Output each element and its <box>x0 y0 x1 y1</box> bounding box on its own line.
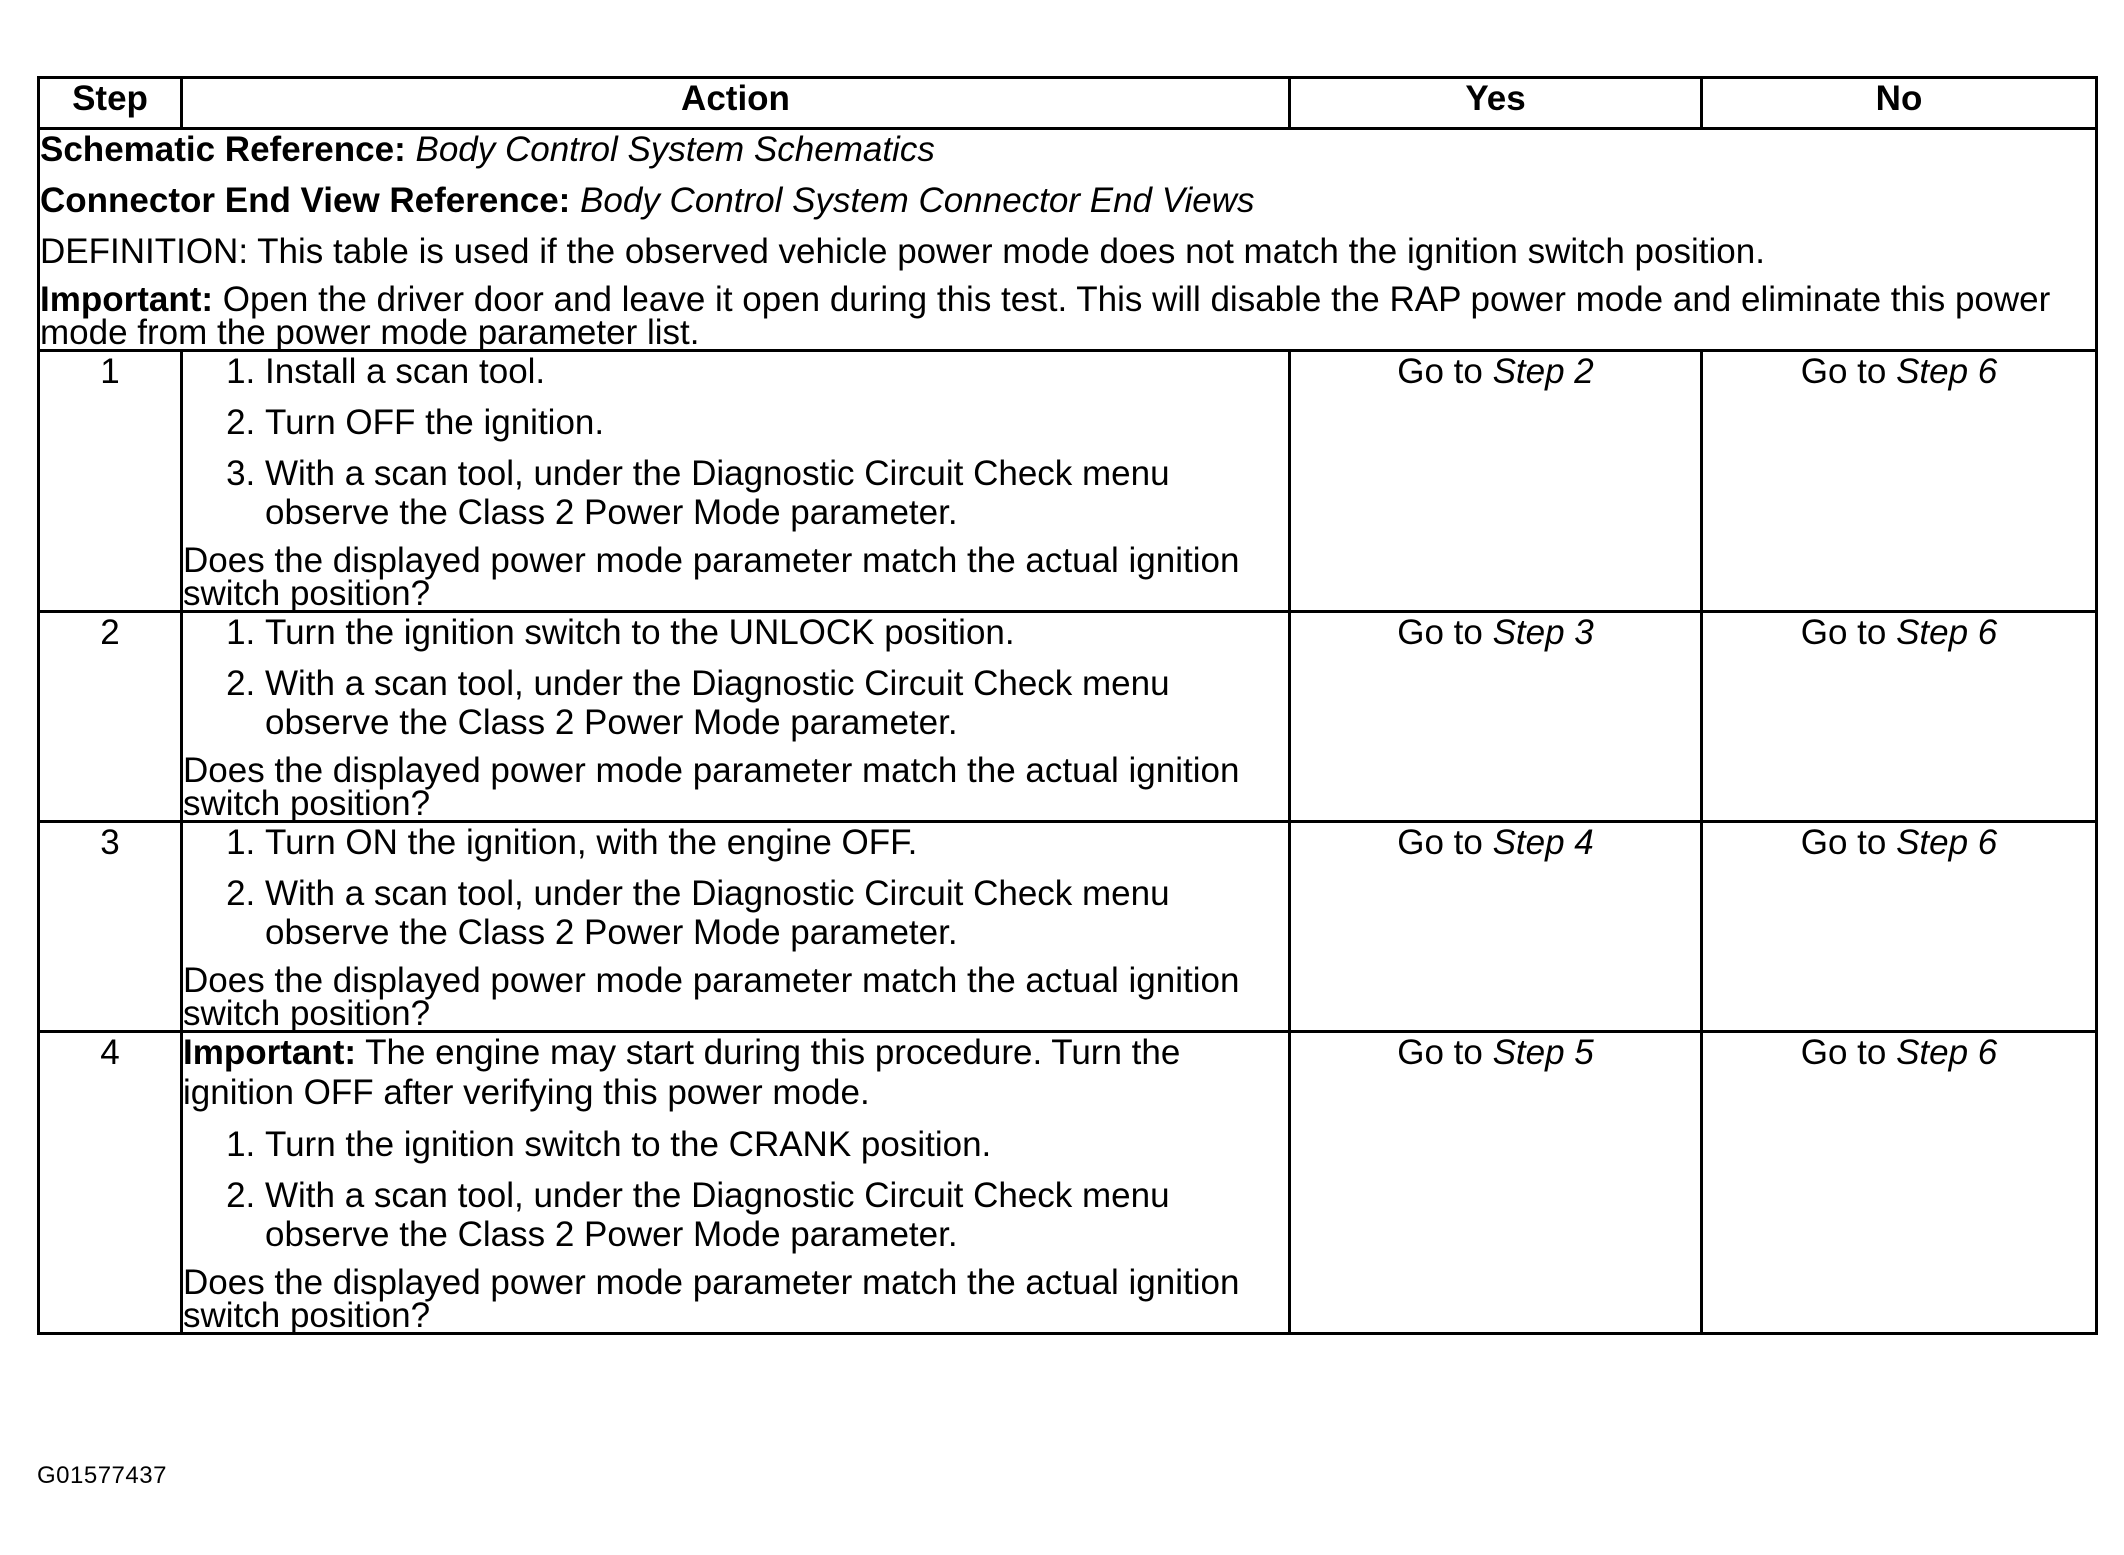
graphic-id: G01577437 <box>37 1462 167 1489</box>
go-to-label: Go to <box>1397 1033 1483 1072</box>
action-list <box>183 613 1288 742</box>
step-question: Does the displayed power mode parameter match the actual ignition switch position? <box>183 1263 1240 1335</box>
table-row <box>39 612 2097 822</box>
connector-reference-link[interactable]: Body Control System Connector End Views <box>580 181 1255 220</box>
list-item: 2. Turn OFF the ignition. <box>265 403 1288 442</box>
yes-step-link[interactable]: Step 2 <box>1492 352 1594 391</box>
table-row <box>39 822 2097 1032</box>
header-step: Step <box>39 78 182 129</box>
action-cell <box>182 351 1290 612</box>
step-important-label: Important: <box>183 1033 357 1072</box>
important-note <box>40 280 2095 352</box>
action-cell <box>182 822 1290 1032</box>
no-step-link[interactable]: Step 6 <box>1896 613 1998 652</box>
connector-reference <box>40 181 2095 220</box>
reference-row <box>39 129 2097 351</box>
step-number: 4 <box>39 1032 182 1334</box>
reference-cell <box>39 129 2097 351</box>
list-item: 1. Turn ON the ignition, with the engine OFF. <box>265 823 1288 862</box>
yes-cell <box>1290 822 1702 1032</box>
action-cell <box>182 1032 1290 1334</box>
header-row <box>39 78 2097 129</box>
important-label: Important: <box>40 280 214 319</box>
no-cell <box>1702 612 2097 822</box>
yes-step-link[interactable]: Step 3 <box>1492 613 1594 652</box>
yes-cell <box>1290 612 1702 822</box>
step-number: 2 <box>39 612 182 822</box>
yes-cell <box>1290 351 1702 612</box>
schematic-reference-link[interactable]: Body Control System Schematics <box>415 130 935 169</box>
step-number: 1 <box>39 351 182 612</box>
go-to-label: Go to <box>1800 352 1887 391</box>
table-row <box>39 1032 2097 1334</box>
list-item: 2. With a scan tool, under the Diagnostic Circuit Check menu observe the Class 2 Power Mode parameter. <box>265 1176 1288 1254</box>
list-item: 1. Turn the ignition switch to the UNLOCK position. <box>265 613 1288 652</box>
go-to-label: Go to <box>1397 823 1483 862</box>
step-question: Does the displayed power mode parameter match the actual ignition switch position? <box>183 961 1240 1033</box>
go-to-label: Go to <box>1800 613 1887 652</box>
go-to-label: Go to <box>1397 352 1483 391</box>
header-no: No <box>1702 78 2097 129</box>
yes-step-link[interactable]: Step 5 <box>1492 1033 1594 1072</box>
schematic-reference-label: Schematic Reference: <box>40 130 406 169</box>
step-important-text: The engine may start during this procedure. Turn the ignition OFF after verifying this power mode. <box>183 1033 1181 1112</box>
header-yes: Yes <box>1290 78 1702 129</box>
list-item: 2. With a scan tool, under the Diagnostic Circuit Check menu observe the Class 2 Power Mode parameter. <box>265 664 1288 742</box>
go-to-label: Go to <box>1800 823 1887 862</box>
step-question: Does the displayed power mode parameter match the actual ignition switch position? <box>183 751 1240 823</box>
header-action: Action <box>182 78 1290 129</box>
action-list <box>183 352 1288 532</box>
definition-text: DEFINITION: This table is used if the observed vehicle power mode does not match the ignition switch position. <box>40 232 1765 271</box>
no-cell <box>1702 1032 2097 1334</box>
diagnostic-table <box>37 76 2098 1335</box>
action-list <box>183 823 1288 952</box>
list-item: 1. Install a scan tool. <box>265 352 1288 391</box>
step-important-note <box>183 1033 1288 1113</box>
action-list <box>183 1125 1288 1254</box>
step-question: Does the displayed power mode parameter match the actual ignition switch position? <box>183 541 1240 613</box>
important-text: Open the driver door and leave it open during this test. This will disable the RAP power mode and eliminate this power mode from the power mode parameter list. <box>40 280 2051 352</box>
go-to-label: Go to <box>1397 613 1483 652</box>
connector-reference-label: Connector End View Reference: <box>40 181 571 220</box>
no-cell <box>1702 822 2097 1032</box>
list-item: 3. With a scan tool, under the Diagnostic Circuit Check menu observe the Class 2 Power Mode parameter. <box>265 454 1288 532</box>
list-item: 1. Turn the ignition switch to the CRANK position. <box>265 1125 1288 1164</box>
schematic-reference <box>40 130 2095 169</box>
no-step-link[interactable]: Step 6 <box>1896 823 1998 862</box>
no-step-link[interactable]: Step 6 <box>1896 1033 1998 1072</box>
no-cell <box>1702 351 2097 612</box>
action-cell <box>182 612 1290 822</box>
yes-step-link[interactable]: Step 4 <box>1492 823 1594 862</box>
step-number: 3 <box>39 822 182 1032</box>
list-item: 2. With a scan tool, under the Diagnostic Circuit Check menu observe the Class 2 Power Mode parameter. <box>265 874 1288 952</box>
yes-cell <box>1290 1032 1702 1334</box>
go-to-label: Go to <box>1800 1033 1887 1072</box>
table-row <box>39 351 2097 612</box>
no-step-link[interactable]: Step 6 <box>1896 352 1998 391</box>
